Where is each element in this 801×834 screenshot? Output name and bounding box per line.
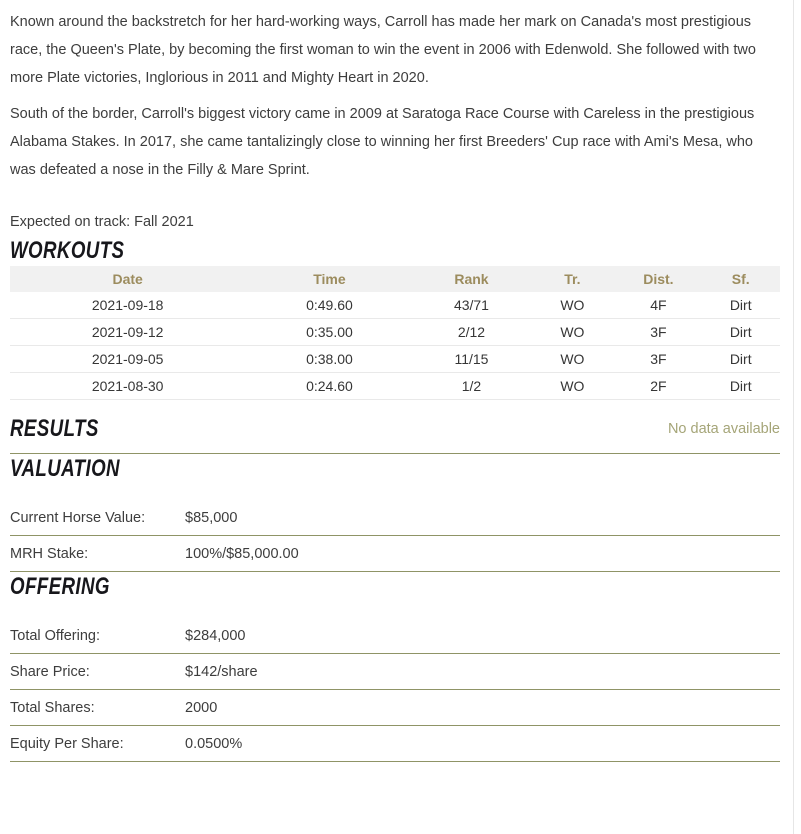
workout-sf: Dirt	[729, 378, 752, 394]
kv-label: Total Shares:	[10, 700, 95, 716]
workout-sf: Dirt	[729, 324, 752, 340]
workout-time: 0:49.60	[306, 297, 353, 313]
kv-label: MRH Stake:	[10, 546, 89, 562]
valuation-row-current-horse-value	[10, 500, 780, 536]
bio-section	[10, 8, 780, 236]
kv-label: Total Offering:	[10, 628, 101, 644]
workout-row	[10, 346, 780, 373]
kv-label: Current Horse Value:	[10, 510, 146, 526]
workout-sf: Dirt	[729, 351, 752, 367]
valuation-list	[10, 500, 780, 572]
kv-value: 0.0500%	[185, 736, 243, 752]
workout-date: 2021-09-18	[91, 297, 164, 313]
kv-value: 2000	[185, 700, 218, 716]
column-header-date: Date	[112, 271, 143, 287]
workout-row	[10, 373, 780, 400]
workout-dist: 3F	[650, 351, 667, 367]
workout-row	[10, 292, 780, 319]
column-header-sf: Sf.	[731, 271, 750, 287]
workout-time: 0:38.00	[306, 351, 353, 367]
workout-tr: WO	[560, 324, 585, 340]
kv-value: $142/share	[185, 664, 258, 680]
kv-value: $85,000	[185, 510, 238, 526]
kv-label: Equity Per Share:	[10, 736, 124, 752]
valuation-row-mrh-stake	[10, 536, 780, 572]
column-header-dist: Dist.	[643, 271, 674, 287]
workout-tr: WO	[560, 351, 585, 367]
workout-rank: 1/2	[461, 378, 482, 394]
workout-tr: WO	[560, 297, 585, 313]
workout-dist: 3F	[650, 324, 667, 340]
offering-row-equity-per-share	[10, 726, 780, 762]
column-header-rank: Rank	[454, 271, 489, 287]
offering-heading: OFFERING	[10, 573, 110, 600]
results-empty-message: No data available	[667, 421, 780, 437]
offering-list	[10, 618, 780, 762]
workout-time: 0:35.00	[306, 324, 353, 340]
results-heading: RESULTS	[10, 415, 99, 442]
column-header-tr: Tr.	[564, 271, 581, 287]
workout-rank: 2/12	[457, 324, 486, 340]
valuation-heading: VALUATION	[10, 455, 120, 482]
workout-date: 2021-09-12	[91, 324, 164, 340]
workout-date: 2021-09-05	[91, 351, 164, 367]
workout-sf: Dirt	[729, 297, 752, 313]
workout-dist: 2F	[650, 378, 667, 394]
workout-rank: 43/71	[453, 297, 489, 313]
offering-row-total-shares	[10, 690, 780, 726]
bio-paragraph-1: Known around the backstretch for her hard-working ways, Carroll has made her mark on Canada's most prestigious race, the Queen's Plate, by becoming the first woman to win the event in 2006 with Edenwold. She followed with two more Plate victories, Inglorious in 2011 and Mighty Heart in 2020.	[10, 14, 756, 86]
panel-right-border	[793, 0, 794, 834]
results-section	[10, 414, 780, 454]
bio-paragraph-2: South of the border, Carroll's biggest victory came in 2009 at Saratoga Race Course with Careless in the prestigious Alabama Stakes. In 2017, she came tantalizingly close to winning her first Breeders' Cup race with Ami's Mesa, who was defeated a nose in the Filly & Mare Sprint.	[10, 106, 755, 178]
workout-time: 0:24.60	[306, 378, 353, 394]
workout-tr: WO	[560, 378, 585, 394]
workouts-table-header	[10, 266, 780, 292]
workout-dist: 4F	[650, 297, 667, 313]
column-header-time: Time	[313, 271, 346, 287]
workout-date: 2021-08-30	[91, 378, 164, 394]
expected-on-track: Expected on track: Fall 2021	[10, 214, 194, 230]
workouts-table	[10, 266, 780, 400]
workouts-heading: WORKOUTS	[10, 237, 125, 264]
kv-label: Share Price:	[10, 664, 90, 680]
workout-rank: 11/15	[454, 351, 489, 367]
kv-value: 100%/$85,000.00	[185, 546, 299, 562]
kv-value: $284,000	[185, 628, 246, 644]
offering-row-share-price	[10, 654, 780, 690]
offering-row-total-offering	[10, 618, 780, 654]
workout-row	[10, 319, 780, 346]
